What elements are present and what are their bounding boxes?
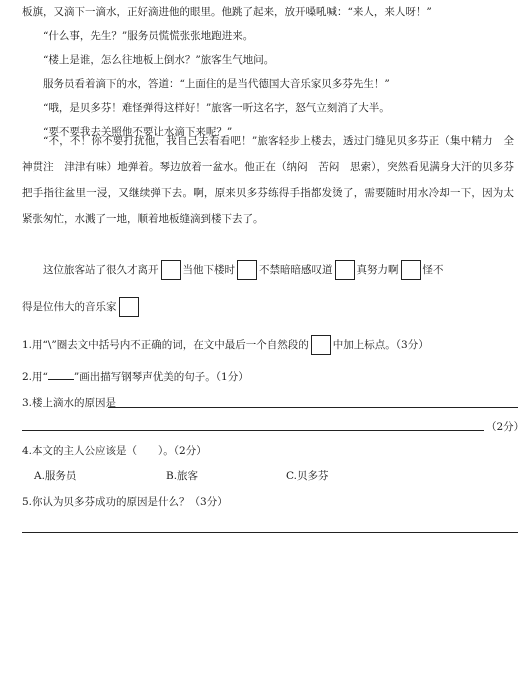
question-1	[22, 335, 518, 355]
fill-text-1: 这位旅客站了很久才离开	[43, 264, 159, 276]
q5-answer-line[interactable]	[22, 532, 518, 533]
punctuation-box-1[interactable]	[161, 260, 181, 280]
q3-score: （2分）	[486, 421, 525, 433]
passage-long-paragraph: “不，不！你不要打扰他，我自己去看看吧！”旅客轻步上楼去，透过门缝见贝多芬正（集中精力 全神贯注 津津有味）地弹着。琴边放着一盆水。他正在（纳闷 苦闷 思索），突然看见满身大汗的贝多芬把手指往盆里一浸，又继续弹下去。啊，原来贝多芬练得手指都发烫了，需要随时用水冷却一下，因为太紧张匆忙，水溅了一地，顺着地板缝滴到楼下去了。	[22, 135, 514, 225]
question-4: 4.本文的主人公应该是（ ）。（2分）	[22, 445, 207, 457]
q1-suffix: 中加上标点。（3分）	[332, 339, 429, 351]
punctuation-box-3[interactable]	[335, 260, 355, 280]
q4-option-c[interactable]: C.贝多芬	[286, 470, 329, 482]
punctuation-box-2[interactable]	[237, 260, 257, 280]
question-3-label: 3.楼上滴水的原因是	[22, 397, 117, 409]
fill-row-1	[22, 258, 514, 282]
punctuation-box-5[interactable]	[119, 297, 139, 317]
passage-line-2: “什么事，先生？”服务员慌慌张张地跑进来。	[43, 30, 254, 42]
q3-answer-line-1[interactable]	[108, 407, 518, 408]
q1-answer-box[interactable]	[311, 335, 331, 355]
q4-option-b[interactable]: B.旅客	[166, 470, 199, 482]
question-5: 5.你认为贝多芬成功的原因是什么？（3分）	[22, 496, 228, 508]
passage-line-6: “要不要我去关照他不要让水滴下来呢？”	[43, 126, 233, 138]
fill-text-3: 不禁暗暗感叹道	[259, 264, 333, 276]
q4-option-a[interactable]: A.服务员	[34, 470, 77, 482]
passage-line-5: “哦，是贝多芬！难怪弹得这样好！”旅客一听这名字，怒气立刻消了大半。	[43, 102, 390, 114]
fill-row-2	[22, 295, 514, 319]
passage-line-4: 服务员看着滴下的水，答道：“上面住的是当代德国大音乐家贝多芬先生！”	[43, 78, 390, 90]
passage-line-3: “楼上是谁，怎么往地板上倒水？”旅客生气地问。	[43, 54, 275, 66]
q3-answer-line-2[interactable]	[22, 430, 484, 431]
passage-line-1: 板旗，又滴下一滴水，正好滴进他的眼里。他跳了起来，放开嗓吼喊：“来人，来人呀！”	[22, 6, 432, 18]
q2-prefix: 2.用“	[22, 371, 48, 383]
fill-text-2: 当他下楼时	[182, 264, 235, 276]
fill-text-4: 真努力啊	[356, 264, 399, 276]
underline-sample	[48, 368, 74, 380]
fill-text-5: 怪不	[422, 264, 444, 276]
punctuation-box-4[interactable]	[401, 260, 421, 280]
fill-text-6: 得是位伟大的音乐家	[22, 301, 117, 313]
q2-suffix: ”画出描写钢琴声优美的句子。（1分）	[73, 371, 249, 383]
q1-prefix: 1.用“\”圈去文中括号内不正确的词，在文中最后一个自然段的	[22, 339, 309, 351]
question-2	[22, 368, 518, 386]
